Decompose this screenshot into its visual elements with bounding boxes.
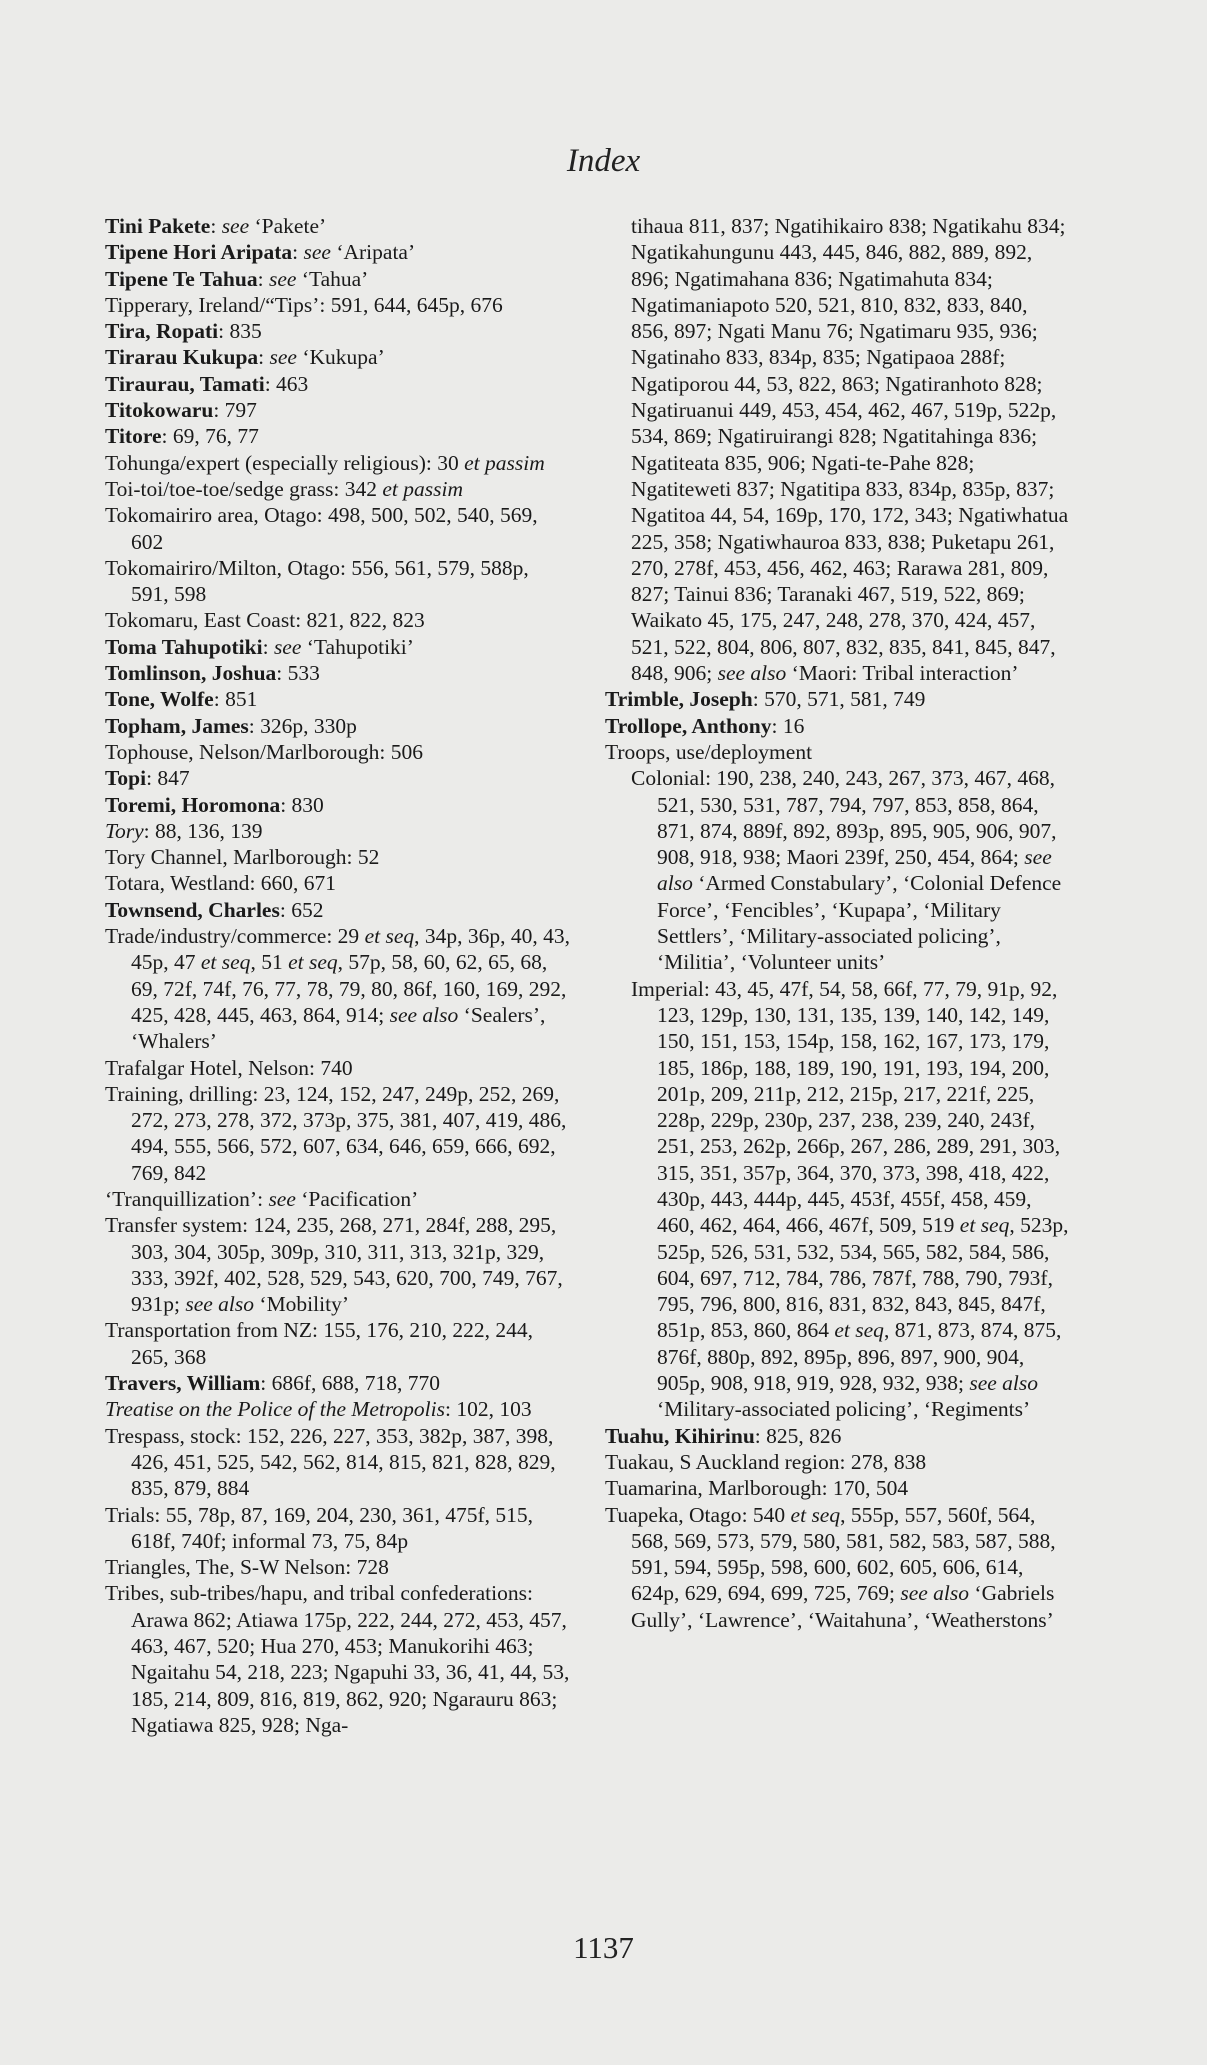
index-entry xyxy=(605,213,1070,686)
entry-locators: : 847 xyxy=(146,766,190,791)
entry-locators: : 278, 838 xyxy=(839,1449,927,1474)
entry-heading: Triangles, The, S-W Nelson xyxy=(105,1555,346,1580)
index-entry xyxy=(105,1317,570,1370)
entry-heading: Tory Channel, Marlborough xyxy=(105,845,347,870)
entry-heading: Trespass, stock xyxy=(105,1423,236,1448)
entry-locators: : 570, 571, 581, 749 xyxy=(752,687,926,712)
entry-heading: Travers, William xyxy=(105,1371,261,1396)
entry-locators: : 88, 136, 139 xyxy=(143,818,263,843)
entry-locators: : 728 xyxy=(345,1555,389,1580)
entry-locators: : 463 xyxy=(264,371,309,396)
index-entry xyxy=(105,1502,570,1555)
index-entry xyxy=(105,1370,570,1396)
entry-locators: : 652 xyxy=(279,897,324,922)
index-entry xyxy=(105,660,570,686)
index-entry xyxy=(605,739,1070,765)
entry-heading: Tiraurau, Tamati xyxy=(105,371,265,396)
index-entry xyxy=(105,1055,570,1081)
entry-locators: : 69, 76, 77 xyxy=(161,424,259,449)
entry-locators: : 533 xyxy=(276,661,320,686)
index-subentry xyxy=(605,976,1070,1423)
index-entry xyxy=(105,476,570,502)
entry-locators: : see ‘Pacification’ xyxy=(257,1186,419,1211)
entry-locators: : 835 xyxy=(218,319,262,344)
entry-heading: Tone, Wolfe xyxy=(105,687,214,712)
entry-heading: Tipperary, Ireland/“Tips’ xyxy=(105,292,320,317)
entry-locators: : see ‘Tahua’ xyxy=(257,266,369,291)
entry-locators: : 851 xyxy=(213,687,258,712)
index-entry xyxy=(105,555,570,608)
entry-heading: Toi-toi/toe-toe/sedge grass xyxy=(105,476,334,501)
entry-heading: Tira, Ropati xyxy=(105,319,219,344)
entry-locators: : 660, 671 xyxy=(249,871,337,896)
entry-heading: Trials xyxy=(105,1502,155,1527)
entry-heading: Toremi, Horomona xyxy=(105,792,281,817)
entry-locators: : 190, 238, 240, 243, 267, 373, 467, 468, 521, 530, 531, 787, 794, 797, 853, 858, 864, 871, 874, 889f, 892, 893p, 895, 905, 906, 907, 908, 918, 938; Maori 239f, 250, 454, 864; see also ‘Armed Constabulary’, ‘Colonial Defence Force’, ‘Fencibles’, ‘Kupapa’, ‘Military Settlers’, ‘Military-associated policing’, ‘Militia’, ‘Volunteer units’ xyxy=(657,766,1062,975)
entry-locators: : 797 xyxy=(213,398,257,423)
index-entry xyxy=(105,371,570,397)
index-entry xyxy=(105,792,570,818)
index-entry xyxy=(605,1475,1070,1501)
index-entry xyxy=(105,739,570,765)
index-entry xyxy=(105,818,570,844)
entry-locators: : 30 et passim xyxy=(425,450,545,475)
entry-locators: : 740 xyxy=(309,1055,353,1080)
entry-locators: : 155, 176, 210, 222, 244, 265, 368 xyxy=(131,1318,534,1369)
entry-heading: Tuamarina, Marlborough xyxy=(605,1476,822,1501)
index-entry xyxy=(105,239,570,265)
entry-heading: Imperial xyxy=(631,976,704,1001)
index-entry xyxy=(105,713,570,739)
entry-heading: Topham, James xyxy=(105,713,249,738)
right-column xyxy=(605,213,1070,1633)
entry-heading: Tuahu, Kihirinu xyxy=(605,1423,755,1448)
index-subentry xyxy=(605,765,1070,975)
index-entry xyxy=(105,502,570,555)
entry-locators: : see ‘Aripata’ xyxy=(292,240,416,265)
entry-locators: : 43, 45, 47f, 54, 58, 66f, 77, 79, 91p, 92, 123, 129p, 130, 131, 135, 139, 140, 142, 149, 150, 151, 153, 154p, 158, 162, 167, 173, 179, 185, 186p, 188, 189, 190, 191, 193, 194, 200, 201p, 209, 211p, 212, 215p, 217, 221f, 225, 228p, 229p, 230p, 237, 238, 239, 240, 243f, 251, 253, 262p, 266p, 267, 286, 289, 291, 303, 315, 351, 357p, 364, 370, 373, 398, 418, 422, 430p, 443, 444p, 445, 453f, 455f, 458, 459, 460, 462, 464, 466, 467f, 509, 519 et seq, 523p, 525p, 526, 531, 532, 534, 565, 582, 584, 586, 604, 697, 712, 784, 786, 787f, 788, 790, 793f, 795, 796, 800, 816, 831, 832, 843, 845, 847f, 851p, 853, 860, 864 et seq, 871, 873, 874, 875, 876f, 880p, 892, 895p, 896, 897, 900, 904, 905p, 908, 918, 919, 928, 932, 938; see also ‘Military-associated policing’, ‘Regiments’ xyxy=(657,976,1069,1422)
index-entry xyxy=(105,897,570,923)
entry-heading: Troops, use/deployment xyxy=(605,739,813,764)
entry-locators: : see ‘Tahupotiki’ xyxy=(262,634,414,659)
entry-heading: Tini Pakete xyxy=(105,214,211,238)
entry-locators: : see ‘Kukupa’ xyxy=(258,345,385,370)
entry-heading: Trafalgar Hotel, Nelson xyxy=(105,1055,310,1080)
entry-heading: Trimble, Joseph xyxy=(605,687,753,712)
entry-locators: : 55, 78p, 87, 169, 204, 230, 361, 475f, 515, 618f, 740f; informal 73, 75, 84p xyxy=(131,1502,534,1553)
entry-heading: Titore xyxy=(105,424,162,449)
page-number: 1137 xyxy=(573,1930,634,1965)
entry-heading: Tipene Hori Aripata xyxy=(105,240,293,265)
index-entry xyxy=(105,1554,570,1580)
entry-locators: : 342 et passim xyxy=(333,476,463,501)
entry-heading: Treatise on the Police of the Metropolis xyxy=(105,1397,445,1422)
entry-locators: tihaua 811, 837; Ngatihikairo 838; Ngatikahu 834; Ngatikahungunu 443, 445, 846, 882, 889, 892, 896; Ngatimahana 836; Ngatimahuta 834; Ngatimaniapoto 520, 521, 810, 832, 833, 840, 856, 897; Ngati Manu 76; Ngatimaru 935, 936; Ngatinaho 833, 834p, 835; Ngatipaoa 288f; Ngatiporou 44, 53, 822, 863; Ngatiranhoto 828; Ngatiruanui 449, 453, 454, 462, 467, 519p, 522p, 534, 869; Ngatiruirangi 828; Ngatitahinga 836; Ngatiteata 835, 906; Ngati-te-Pahe 828; Ngatiteweti 837; Ngatitipa 833, 834p, 835p, 837; Ngatitoa 44, 54, 169p, 170, 172, 343; Ngatiwhatua 225, 358; Ngatiwhauroa 833, 838; Puketapu 261, 270, 278f, 453, 456, 462, 463; Rarawa 281, 809, 827; Tainui 836; Taranaki 467, 519, 522, 869; Waikato 45, 175, 247, 248, 278, 370, 424, 457, 521, 522, 804, 806, 807, 832, 835, 841, 845, 847, 848, 906; see also ‘Maori: Tribal interaction’ xyxy=(631,214,1069,686)
entry-heading: Trade/industry/commerce xyxy=(105,924,327,949)
entry-heading: Totara, Westland xyxy=(105,871,250,896)
entry-heading: ‘Tranquillization’ xyxy=(105,1186,258,1211)
entry-heading: Tribes, sub-tribes/hapu, and tribal confederations xyxy=(105,1581,527,1606)
entry-heading: Titokowaru xyxy=(105,398,214,423)
entry-locators: : 556, 561, 579, 588p, 591, 598 xyxy=(131,555,529,607)
index-entry xyxy=(105,686,570,712)
entry-locators: : 23, 124, 152, 247, 249p, 252, 269, 272, 273, 278, 372, 373p, 375, 381, 407, 419, 486, 494, 555, 566, 572, 607, 634, 646, 659, 666, 692, 769, 842 xyxy=(131,1081,567,1185)
index-entry xyxy=(105,344,570,370)
entry-locators: : 170, 504 xyxy=(821,1476,909,1501)
index-entry xyxy=(105,1580,570,1738)
entry-heading: Tokomaru, East Coast xyxy=(105,608,296,633)
index-entry xyxy=(105,450,570,476)
entry-locators: : 825, 826 xyxy=(754,1423,842,1448)
entry-locators: : 16 xyxy=(771,713,805,738)
index-entry xyxy=(105,1212,570,1317)
entry-heading: Tuapeka, Otago xyxy=(605,1502,742,1527)
entry-heading: Tomlinson, Joshua xyxy=(105,661,277,686)
entry-locators: : see ‘Pakete’ xyxy=(210,214,327,238)
entry-locators: : 498, 500, 502, 540, 569, 602 xyxy=(131,503,538,554)
entry-locators: : 506 xyxy=(379,739,423,764)
index-entry xyxy=(105,318,570,344)
index-entry xyxy=(105,213,570,239)
entry-heading: Tophouse, Nelson/Marlborough xyxy=(105,739,380,764)
entry-locators: : Arawa 862; Atiawa 175p, 222, 244, 272, 453, 457, 463, 467, 520; Hua 270, 453; Manukorihi 463; Ngaitahu 54, 218, 223; Ngapuhi 33, 36, 41, 44, 53, 185, 214, 809, 816, 819, 862, 920; Ngarauru 863; Ngatiawa 825, 928; Nga- xyxy=(131,1581,570,1737)
entry-locators: : 29 et seq, 34p, 36p, 40, 43, 45p, 47 et seq, 51 et seq, 57p, 58, 60, 62, 65, 68, 69, 72f, 74f, 76, 77, 78, 79, 80, 86f, 160, 169, 292, 425, 428, 445, 463, 864, 914; see also ‘Sealers’, ‘Whalers’ xyxy=(131,924,570,1054)
index-entry xyxy=(105,765,570,791)
index-entry xyxy=(605,1423,1070,1449)
index-entry xyxy=(105,844,570,870)
index-entry xyxy=(105,870,570,896)
entry-locators: : 821, 822, 823 xyxy=(295,608,425,633)
entry-heading: Toma Tahupotiki xyxy=(105,634,263,659)
index-entry xyxy=(105,923,570,1054)
entry-heading: Colonial xyxy=(631,766,706,791)
index-entry xyxy=(605,686,1070,712)
entry-heading: Tohunga/expert (especially religious) xyxy=(105,450,426,475)
index-entry xyxy=(105,1186,570,1212)
index-entry xyxy=(605,1502,1070,1633)
index-entry xyxy=(105,1396,570,1422)
entry-heading: Training, drilling xyxy=(105,1081,253,1106)
entry-heading: Tory xyxy=(105,818,144,843)
entry-heading: Tokomairiro area, Otago xyxy=(105,503,317,528)
entry-locators: : 52 xyxy=(346,845,380,870)
index-entry xyxy=(605,713,1070,739)
running-header: Index xyxy=(566,143,641,179)
entry-heading: Trollope, Anthony xyxy=(605,713,772,738)
entry-heading: Transportation from NZ xyxy=(105,1318,313,1343)
entry-heading: Townsend, Charles xyxy=(105,897,280,922)
entry-heading: Topi xyxy=(105,766,147,791)
entry-locators: : 686f, 688, 718, 770 xyxy=(260,1371,441,1396)
entry-locators: : 540 et seq, 555p, 557, 560f, 564, 568, 569, 573, 579, 580, 581, 582, 583, 587, 588, 591, 594, 595p, 598, 600, 602, 605, 606, 614, 624p, 629, 694, 699, 725, 769; see also ‘Gabriels Gully’, ‘Lawrence’, ‘Waitahuna’, ‘Weatherstons’ xyxy=(631,1502,1056,1632)
entry-locators: : 102, 103 xyxy=(444,1397,532,1422)
entry-locators: : 591, 644, 645p, 676 xyxy=(319,292,503,317)
index-entry xyxy=(105,607,570,633)
entry-heading: Tipene Te Tahua xyxy=(105,266,258,291)
index-entry xyxy=(105,397,570,423)
entry-locators: : 152, 226, 227, 353, 382p, 387, 398, 426, 451, 525, 542, 562, 814, 815, 821, 828, 829, 835, 879, 884 xyxy=(131,1423,556,1501)
left-column xyxy=(105,213,570,1738)
index-entry xyxy=(605,1449,1070,1475)
index-entry xyxy=(105,1081,570,1186)
entry-heading: Tokomairiro/Milton, Otago xyxy=(105,555,340,580)
entry-heading: Tirarau Kukupa xyxy=(105,345,259,370)
index-entry xyxy=(105,634,570,660)
index-entry xyxy=(105,1423,570,1502)
entry-locators: : 124, 235, 268, 271, 284f, 288, 295, 303, 304, 305p, 309p, 310, 311, 313, 321p, 329, 333, 392f, 402, 528, 529, 543, 620, 700, 749, 767, 931p; see also ‘Mobility’ xyxy=(131,1213,563,1317)
entry-locators: : 326p, 330p xyxy=(248,713,357,738)
index-entry xyxy=(105,292,570,318)
entry-locators: : 830 xyxy=(280,792,324,817)
entry-heading: Tuakau, S Auckland region xyxy=(605,1449,840,1474)
entry-heading: Transfer system xyxy=(105,1213,243,1238)
index-entry xyxy=(105,266,570,292)
index-entry xyxy=(105,423,570,449)
